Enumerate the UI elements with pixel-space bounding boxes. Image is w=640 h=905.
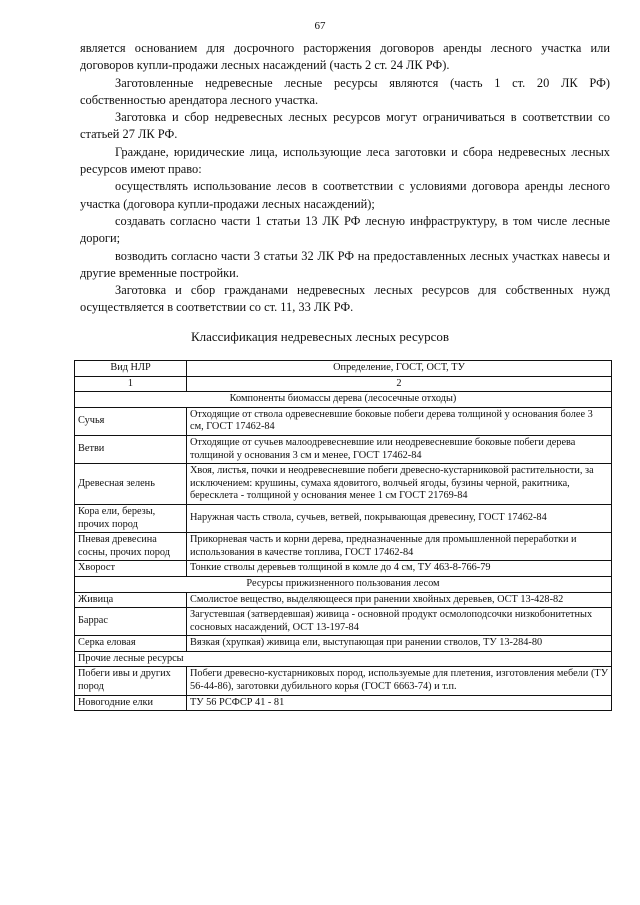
resource-name: Новогодние елки bbox=[75, 695, 187, 711]
table-row bbox=[75, 407, 612, 435]
resource-name: Хворост bbox=[75, 561, 187, 577]
header-cell-type: Вид НЛР bbox=[75, 361, 187, 377]
table-row bbox=[75, 667, 612, 695]
resource-definition: Наружная часть ствола, сучьев, ветвей, покрывающая древесину, ГОСТ 17462-84 bbox=[187, 504, 612, 532]
header-cell-definition: Определение, ГОСТ, ОСТ, ТУ bbox=[187, 361, 612, 377]
table-section-row bbox=[75, 576, 612, 592]
table-row bbox=[75, 608, 612, 636]
classification-table bbox=[74, 360, 612, 711]
resource-definition: ТУ 56 РСФСР 41 - 81 bbox=[187, 695, 612, 711]
table-row bbox=[75, 695, 612, 711]
table-section-row bbox=[75, 392, 612, 408]
column-number-2: 2 bbox=[187, 376, 612, 392]
table-section-row bbox=[75, 651, 612, 667]
paragraph: Заготовленные недревесные лесные ресурсы являются (часть 1 ст. 20 ЛК РФ) собственностью арендатора лесного участка. bbox=[80, 75, 610, 107]
table-title: Классификация недревесных лесных ресурсов bbox=[190, 329, 450, 344]
paragraph: осуществлять использование лесов в соответствии с условиями договора аренды лесного участка (договора купли-продажи лесных насаждений); bbox=[80, 179, 610, 211]
section-title: Прочие лесные ресурсы bbox=[75, 651, 612, 667]
paragraph: Заготовка и сбор недревесных лесных ресурсов могут ограничиваться в соответствии со статьей 27 ЛК РФ. bbox=[80, 110, 610, 142]
paragraph: Заготовка и сбор гражданами недревесных лесных ресурсов для собственных нужд осуществляется в соответствии со ст. 11, 33 ЛК РФ. bbox=[80, 283, 610, 315]
resource-definition: Хвоя, листья, почки и неодревесневшие побеги древесно-кустарниковой растительности, за исключением: крушины, сумаха ядовитого, волчьей ягоды, бузины черной, ракитника, бересклета - толщиной у основания менее 1 см ГОСТ 21769-84 bbox=[187, 464, 612, 505]
resource-definition: Прикорневая часть и корни дерева, предназначенные для промышленной переработки и использования в качестве топлива, ГОСТ 17462-84 bbox=[187, 533, 612, 561]
table-row bbox=[75, 504, 612, 532]
body-text bbox=[80, 40, 610, 317]
resource-name: Ветви bbox=[75, 435, 187, 463]
paragraph: возводить согласно части 3 статьи 32 ЛК РФ на предоставленных лесных участках навесы и другие временные постройки. bbox=[80, 248, 610, 280]
resource-definition: Вязкая (хрупкая) живица ели, выступающая при ранении стволов, ТУ 13-284-80 bbox=[187, 636, 612, 652]
paragraph: является основанием для досрочного расторжения договоров аренды лесного участка или договоров купли-продажи лесных насаждений (часть 2 ст. 24 ЛК РФ). bbox=[80, 41, 610, 73]
resource-name: Побеги ивы и других пород bbox=[75, 667, 187, 695]
resource-name: Сучья bbox=[75, 407, 187, 435]
resource-name: Пневая древесина сосны, прочих пород bbox=[75, 533, 187, 561]
section-title: Компоненты биомассы дерева (лесосечные отходы) bbox=[75, 392, 612, 408]
resource-definition: Отходящие от сучьев малоодревесневшие или неодревесневшие боковые побеги дерева толщиной у основания 3 см и менее, ГОСТ 17462-84 bbox=[187, 435, 612, 463]
paragraph: создавать согласно части 1 статьи 13 ЛК РФ лесную инфраструктуру, в том числе лесные дороги; bbox=[80, 213, 610, 246]
page-number: 67 bbox=[314, 20, 326, 32]
table-row bbox=[75, 533, 612, 561]
paragraph: Граждане, юридические лица, использующие леса заготовки и сбора недревесных лесных ресурсов имеют право: bbox=[80, 144, 610, 177]
table-row bbox=[75, 561, 612, 577]
resource-definition: Тонкие стволы деревьев толщиной в комле до 4 см, ТУ 463-8-766-79 bbox=[187, 561, 612, 577]
resource-definition: Загустевшая (затвердевшая) живица - основной продукт осмолоподсочки низкобонитетных сосновых насаждений, ОСТ 13-197-84 bbox=[187, 608, 612, 636]
table-row bbox=[75, 464, 612, 505]
column-number-1: 1 bbox=[75, 376, 187, 392]
section-title: Ресурсы прижизненного пользования лесом bbox=[75, 576, 612, 592]
table-header-row bbox=[75, 361, 612, 377]
resource-definition: Смолистое вещество, выделяющееся при ранении хвойных деревьев, ОСТ 13-428-82 bbox=[187, 592, 612, 608]
resource-name: Серка еловая bbox=[75, 636, 187, 652]
resource-name: Кора ели, березы, прочих пород bbox=[75, 504, 187, 532]
table-row bbox=[75, 636, 612, 652]
resource-name: Живица bbox=[75, 592, 187, 608]
resource-name: Баррас bbox=[75, 608, 187, 636]
resource-definition: Побеги древесно-кустарниковых пород, используемые для плетения, изготовления мебели (ТУ 56-44-86), заготовки дубильного корья (ГОСТ 6663-74) и т.п. bbox=[187, 667, 612, 695]
table-row bbox=[75, 592, 612, 608]
resource-name: Древесная зелень bbox=[75, 464, 187, 505]
resource-definition: Отходящие от ствола одревесневшие боковые побеги дерева толщиной у основания более 3 см, ГОСТ 17462-84 bbox=[187, 407, 612, 435]
table-column-number-row bbox=[75, 376, 612, 392]
table-row bbox=[75, 435, 612, 463]
